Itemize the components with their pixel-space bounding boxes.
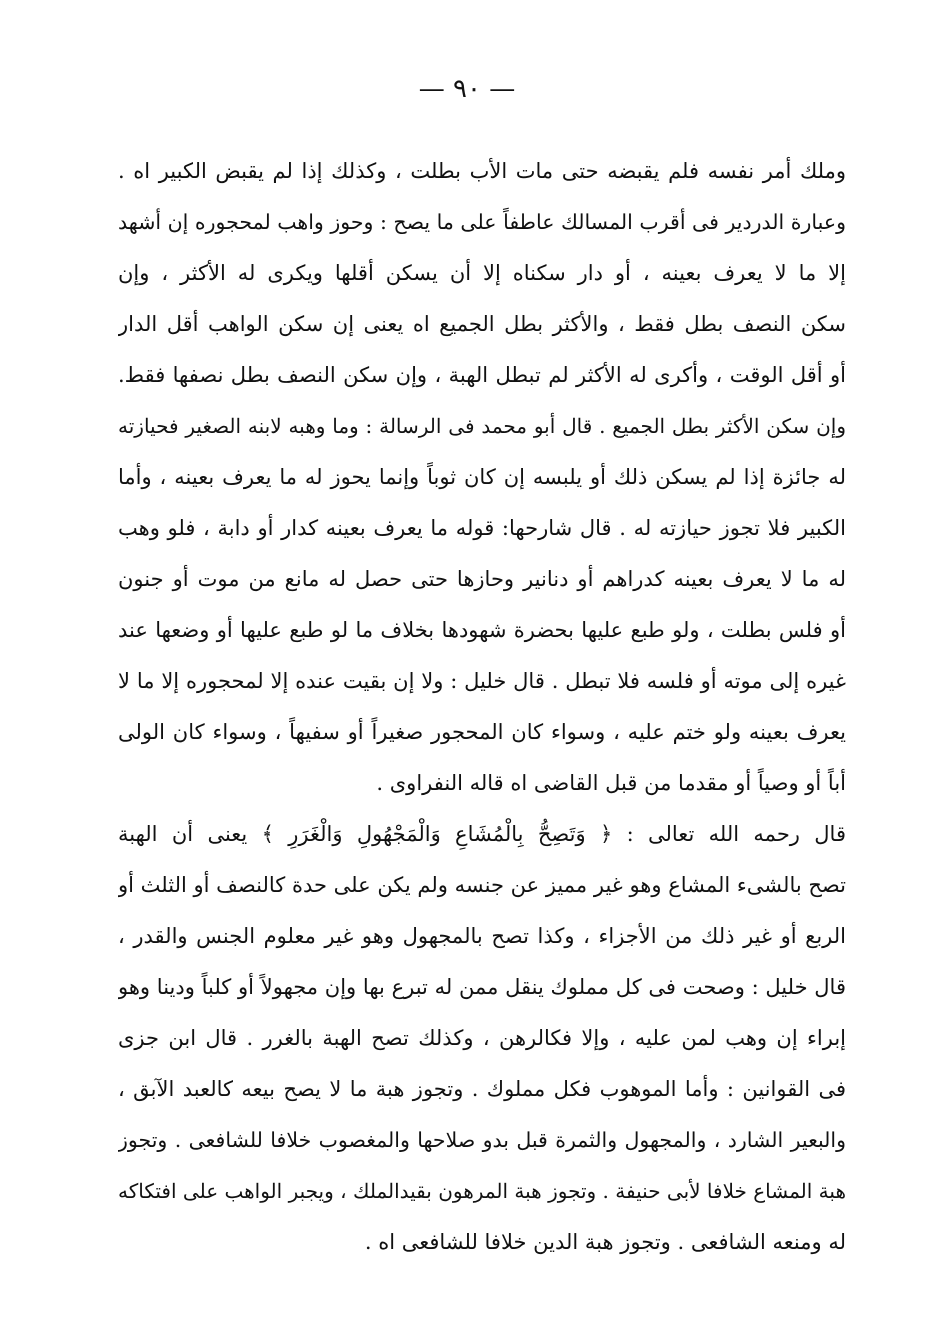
text-line: يعرف بعينه ولو ختم عليه ، وسواء كان المحجور صغيراً أو سفيهاً ، وسواء كان الولى (118, 720, 846, 744)
text-line: قال خليل : وصحت فى كل مملوك ينقل ممن له تبرع بها وإن مجهولاً أو كلباً ودينا وهو (118, 975, 846, 999)
text-line: وملك أمر نفسه فلم يقبضه حتى مات الأب بطلت ، وكذلك إذا لم يقبض الكبير اه . (118, 159, 846, 183)
text-line: له ما لا يعرف بعينه كدراهم أو دنانير وحازها حتى حصل له مانع من موت أو جنون (118, 567, 846, 591)
text-line: تصح بالشىء المشاع وهو غير مميز عن جنسه ولم يكن على حدة كالنصف أو الثلث أو (118, 873, 846, 897)
text-line: له ومنعه الشافعى . وتجوز هبة الدين خلافا للشافعى اه . (364, 1230, 846, 1254)
text-line: أباً أو وصياً أو مقدما من قبل القاضى اه قاله النفراوى . (376, 771, 846, 795)
text-line: إلا ما لا يعرف بعينه ، أو دار سكناه إلا أن يسكن أقلها ويكرى له الأكثر ، وإن (118, 261, 846, 285)
text-line: الربع أو غير ذلك من الأجزاء ، وكذا تصح بالمجهول وهو غير معلوم الجنس والقدر ، (118, 924, 846, 948)
text-line: هبة المشاع خلافا لأبى حنيفة . وتجوز هبة المرهون بقيدالملك ، ويجبر الواهب على افتكاكه (118, 1179, 846, 1203)
body-text (118, 146, 846, 1268)
text-line: قال رحمه الله تعالى : ﴿ وَتَصِحُّ بِالْمُشَاعِ وَالْمَجْهُولِ وَالْغَرَرِ ﴾ يعنى أن الهبة (118, 822, 846, 846)
text-line: وإن سكن الأكثر بطل الجميع . قال أبو محمد فى الرسالة : وما وهبه لابنه الصغير فحيازته (118, 414, 846, 438)
text-line: الكبير فلا تجوز حيازته له . قال شارحها: قوله ما يعرف بعينه كدار أو دابة ، فلو وهب (118, 516, 846, 540)
text-line: غيره إلى موته أو فلسه فلا تبطل . قال خليل : ولا إن بقيت عنده إلا لمحجوره إلا ما لا (118, 669, 846, 693)
text-line: أو فلس بطلت ، ولو طبع عليها بحضرة شهودها بخلاف ما لو طبع عليها أو وضعها عند (118, 618, 846, 642)
text-line: أو أقل الوقت ، وأكرى له الأكثر لم تبطل الهبة ، وإن سكن النصف بطل نصفها فقط. (118, 363, 846, 387)
text-line: وعبارة الدردير فى أقرب المسالك عاطفاً على ما يصح : وحوز واهب لمحجوره إن أشهد (118, 210, 846, 234)
text-line: فى القوانين : وأما الموهوب فكل مملوك . وتجوز هبة ما لا يصح بيعه كالعبد الآبق ، (118, 1077, 846, 1101)
text-line: والبعير الشارد ، والمجهول والثمرة قبل بدو صلاحها والمغصوب خلافا للشافعى . وتجوز (118, 1128, 846, 1152)
text-line: له جائزة إذا لم يسكن ذلك أو يلبسه إن كان ثوباً وإنما يحوز له ما يعرف بعينه ، وأما (118, 465, 846, 489)
text-line: سكن النصف بطل فقط ، والأكثر بطل الجميع اه يعنى إن سكن الواهب أقل الدار (118, 312, 846, 336)
page-number: — ٩٠ — (418, 74, 516, 104)
text-line: إبراء إن وهب لمن عليه ، وإلا فكالرهن ، وكذلك تصح الهبة بالغرر . قال ابن جزى (118, 1026, 846, 1050)
